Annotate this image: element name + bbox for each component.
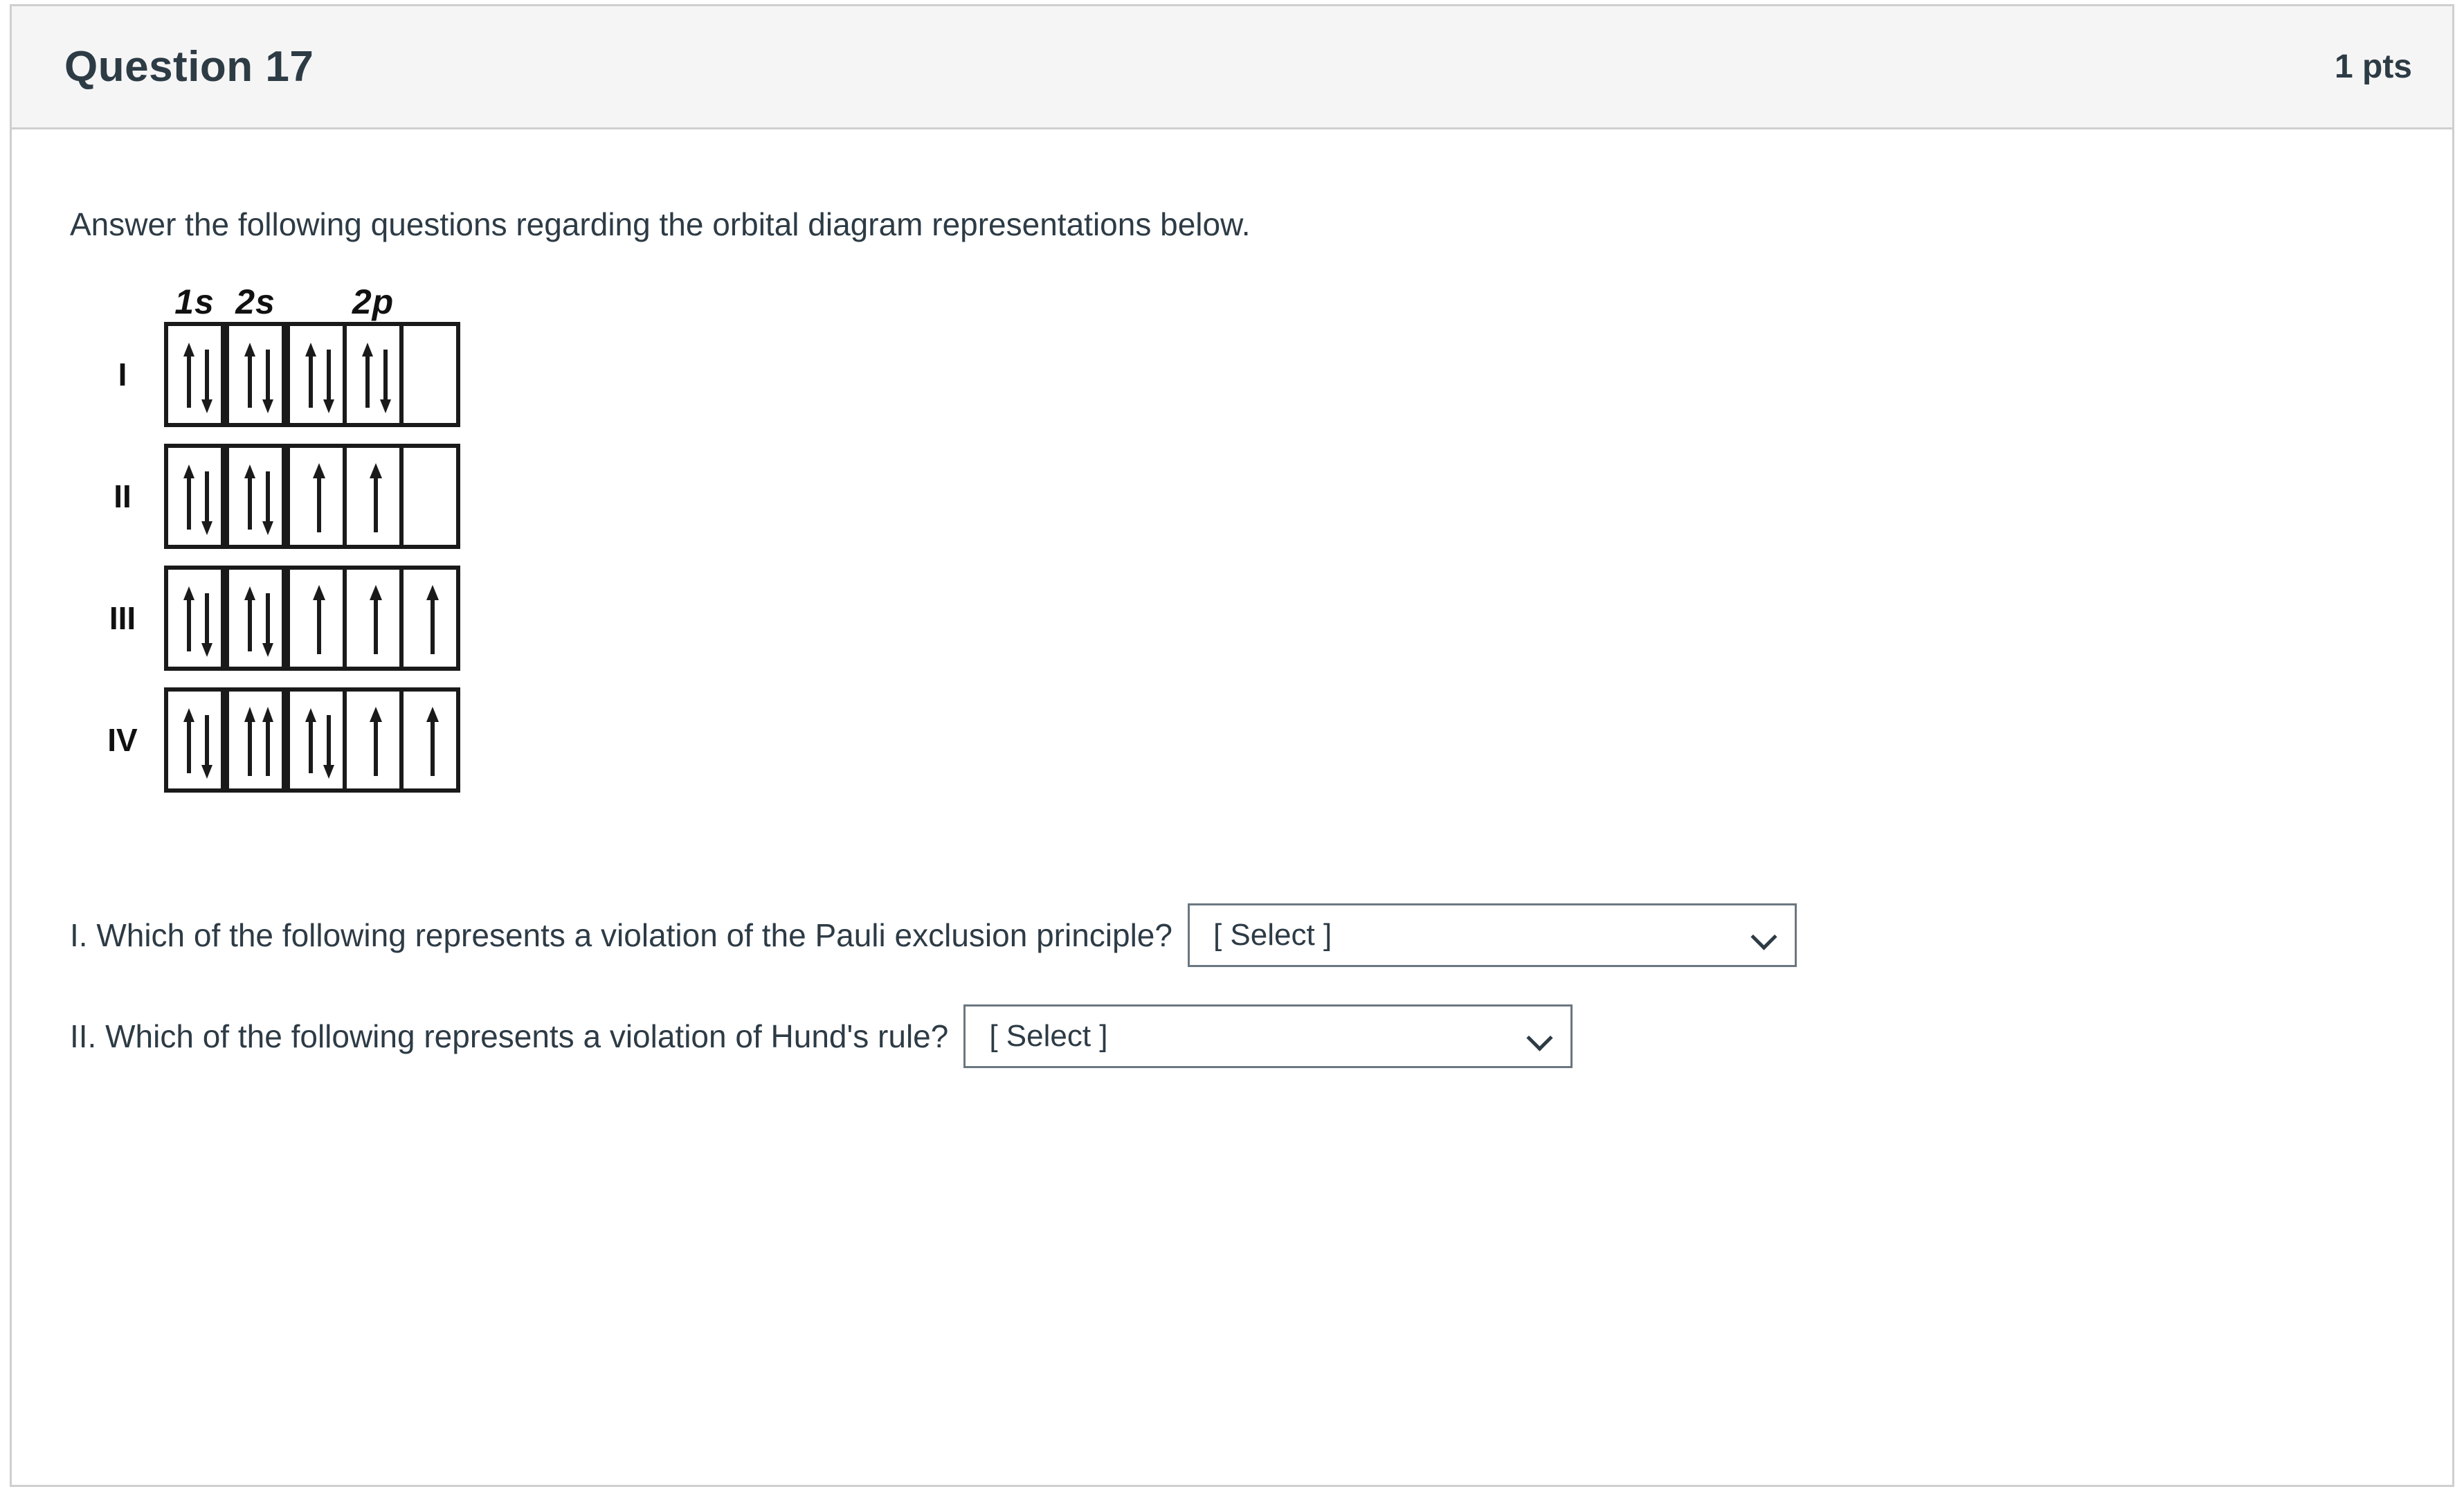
intro-text: Answer the following questions regarding the orbital diagram representations below.	[70, 206, 1251, 242]
select-hunds-value: [ Select ]	[989, 1019, 1108, 1053]
orbital-header-row	[81, 282, 460, 322]
row-ii-2p	[286, 444, 460, 566]
question-part-2-text: II. Which of the following represents a violation of Hund's rule?	[70, 1018, 949, 1054]
orbital-box-updown	[164, 322, 225, 427]
question-points: 1 pts	[2334, 48, 2412, 85]
row-iii-2s	[225, 566, 286, 687]
column-header-1s: 1s	[174, 282, 215, 321]
row-label-iv: IV	[107, 722, 138, 758]
orbital-box-updown	[225, 322, 286, 427]
table-row	[81, 566, 460, 687]
row-ii-2s	[225, 444, 286, 566]
row-i-2s	[225, 322, 286, 444]
orbital-box-updown	[164, 687, 225, 793]
row-ii-1s	[164, 444, 225, 566]
question-header	[12, 6, 2452, 129]
orbital-box-updown	[164, 444, 225, 549]
question-part-1-text: I. Which of the following represents a violation of the Pauli exclusion principle?	[70, 917, 1172, 953]
row-iii-1s	[164, 566, 225, 687]
orbital-box-up	[343, 444, 404, 549]
select-hunds-rule-violation[interactable]	[963, 1004, 1573, 1068]
orbital-box-upup	[225, 687, 286, 793]
orbital-box-up	[286, 444, 347, 549]
chevron-down-icon	[1752, 923, 1775, 947]
row-iv-1s	[164, 687, 225, 793]
question-part-1	[70, 903, 2404, 967]
table-row	[81, 322, 460, 444]
select-pauli-value: [ Select ]	[1213, 918, 1332, 952]
orbital-box-up	[399, 687, 460, 793]
table-row	[81, 444, 460, 566]
row-label-ii: II	[114, 478, 132, 514]
orbital-box-updown	[225, 444, 286, 549]
orbital-box-up	[286, 566, 347, 671]
orbital-diagram	[81, 282, 1258, 793]
question-part-2	[70, 1004, 2404, 1068]
orbital-box-updown	[286, 322, 347, 427]
orbital-box-up	[343, 566, 404, 671]
row-label-i: I	[118, 357, 127, 392]
orbital-box-updown	[164, 566, 225, 671]
column-header-2s: 2s	[235, 282, 275, 321]
column-header-2p: 2p	[352, 282, 395, 321]
chevron-down-icon	[1528, 1025, 1551, 1048]
question-body	[12, 206, 2452, 1498]
orbital-box-updown	[343, 322, 404, 427]
row-iii-2p	[286, 566, 460, 687]
row-i-2p	[286, 322, 460, 444]
orbital-box-updown	[225, 566, 286, 671]
question-title: Question 17	[64, 43, 314, 91]
row-iv-2s	[225, 687, 286, 793]
orbital-box-up	[399, 566, 460, 671]
orbital-box-updown	[286, 687, 347, 793]
table-row	[81, 687, 460, 793]
select-pauli-violation[interactable]	[1188, 903, 1797, 967]
orbital-box-empty	[399, 444, 460, 549]
orbital-box-empty	[399, 322, 460, 427]
orbital-box-up	[343, 687, 404, 793]
row-i-1s	[164, 322, 225, 444]
row-label-iii: III	[109, 600, 136, 636]
question-card	[10, 4, 2454, 1487]
orbital-diagram-table	[81, 282, 460, 793]
row-iv-2p	[286, 687, 460, 793]
